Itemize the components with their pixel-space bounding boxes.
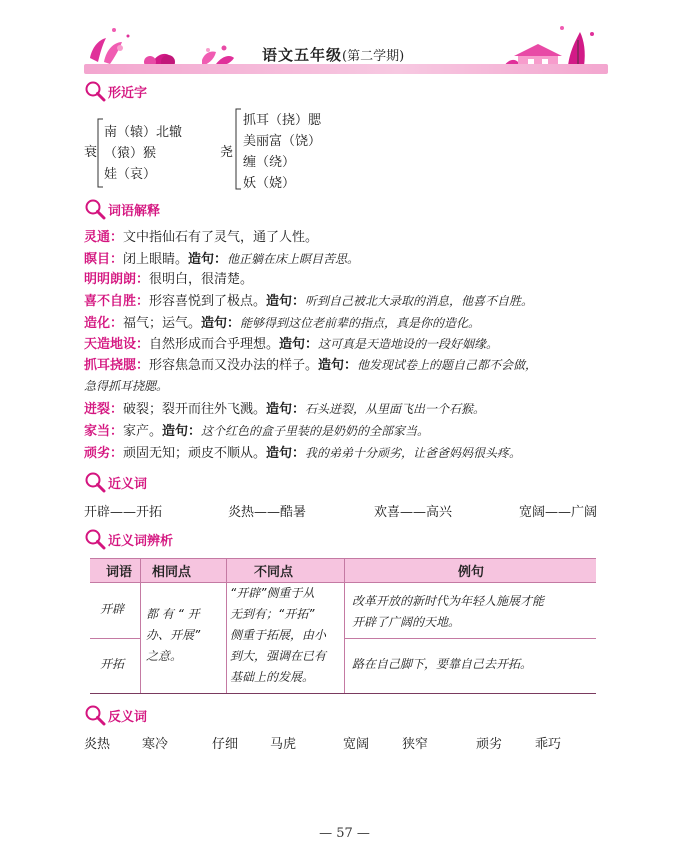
page-header-title [262,44,404,65]
same-point-line: 办、开展” [146,628,201,642]
example-sentence-line: 开辟了广阔的天地。 [352,615,461,629]
table-border [90,638,140,639]
antonym-word: 宽阔 [343,737,370,752]
definition-line: 迸裂：破裂；裂开而往外飞溅。造句：石头迸裂，从里面飞出一个石猴。 [84,402,486,417]
xingjinzi-right-item: 缠（绕） [243,155,296,170]
antonym-word: 仔细 [212,737,239,752]
section-label: 近义词辨析 [108,533,174,549]
table-border [90,693,596,694]
definition-line: 灵通：文中指仙石有了灵气，通了人性。 [84,230,319,245]
xingjinzi-left-item: （猿）猴 [104,146,157,161]
xingjinzi-right-root: 尧 [220,145,234,160]
synonym-pair: 欢喜——高兴 [374,505,453,520]
section-heading-fanyici [84,704,147,726]
xingjinzi-left-item: 娃（哀） [104,167,157,182]
diff-point-line: 到大，强调在已有 [230,649,327,663]
example-sentence-line: 改革开放的新时代为年轻人施展才能 [352,594,545,608]
definition-continuation: 急得抓耳挠腮。 [84,379,169,393]
antonym-word: 乖巧 [535,737,562,752]
header-bar [84,64,608,74]
antonym-word: 炎热 [84,737,111,752]
page-number: — 57 — [319,826,370,841]
antonym-word: 狭窄 [402,737,429,752]
section-label: 反义词 [108,709,148,725]
synonym-pair: 宽阔——广阔 [519,505,598,520]
definition-line: 明明朗朗：很明白，很清楚。 [84,272,254,287]
magnifier-icon [84,198,106,220]
table-border [226,558,227,693]
table-header-cell: 词语 [106,565,133,580]
table-border [90,582,596,583]
definition-line: 抓耳挠腮：形容焦急而又没办法的样子。造句：他发现试卷上的题自己都不会做， [84,358,538,373]
book-subtitle: (第二学期) [342,49,405,64]
book-title: 语文五年级 [262,46,343,64]
xingjinzi-right-item: 美丽富（饶） [243,134,322,149]
antonym-word: 寒冷 [142,737,169,752]
xingjinzi-right-item: 妖（娆） [243,176,296,191]
section-heading-ciyu [84,198,160,220]
diff-point-line: 无到有；“开拓” [230,607,315,621]
table-border [344,638,596,639]
section-heading-jinyici [84,471,147,493]
antonym-word: 马虎 [270,737,297,752]
definition-line: 造化：福气；运气。造句：能够得到这位老前辈的指点，真是你的造化。 [84,316,481,331]
magnifier-icon [84,80,106,102]
table-row-word: 开拓 [100,657,125,671]
xingjinzi-left-root: 衰 [84,145,98,160]
same-point-line: 都 有 “ 开 [146,607,200,621]
table-row-word: 开辟 [100,602,125,616]
table-header-cell: 例句 [458,565,485,580]
section-label: 近义词 [108,476,148,492]
section-label: 形近字 [108,85,148,101]
brace-left [96,118,104,188]
definition-line: 喜不自胜：形容喜悦到了极点。造句：听到自己被北大录取的消息，他喜不自胜。 [84,294,534,309]
table-header [90,558,596,582]
house-decoration-right [504,26,594,68]
magnifier-icon [84,528,106,550]
example-sentence-line: 路在自己脚下，要靠自己去开拓。 [352,657,533,671]
magnifier-icon [84,704,106,726]
diff-point-line: 基础上的发展。 [230,670,315,684]
xingjinzi-left-item: 南（辕）北辙 [104,125,183,140]
table-border [140,558,141,693]
diff-point-line: “开辟”侧重于从 [230,586,315,600]
table-border [90,558,596,559]
antonym-word: 顽劣 [476,737,503,752]
table-header-cell: 不同点 [254,565,294,580]
definition-line: 天造地设：自然形成而合乎理想。造句：这可真是天造地设的一段好姻缘。 [84,337,499,352]
section-heading-xingjinzi [84,80,147,102]
definition-line: 瞑目：闭上眼睛。造句：他正躺在床上瞑目苦思。 [84,252,360,267]
flower-decoration-left [90,28,234,69]
diff-point-line: 侧重于拓展，由小 [230,628,327,642]
brace-right [234,108,242,190]
table-border [344,558,345,693]
synonym-pair: 炎热——酷暑 [228,505,307,520]
magnifier-icon [84,471,106,493]
definition-line: 顽劣：顽固无知；顽皮不顺从。造句：我的弟弟十分顽劣，让爸爸妈妈很头疼。 [84,446,522,461]
section-label: 词语解释 [108,203,161,219]
xingjinzi-right-item: 抓耳（挠）腮 [243,113,322,128]
table-header-cell: 相同点 [152,565,192,580]
same-point-line: 之意。 [146,649,183,663]
section-heading-jinyicibianxi [84,528,173,550]
definition-line: 家当：家产。造句：这个红色的盒子里装的是奶奶的全部家当。 [84,424,430,439]
synonym-pair: 开辟——开拓 [84,505,163,520]
